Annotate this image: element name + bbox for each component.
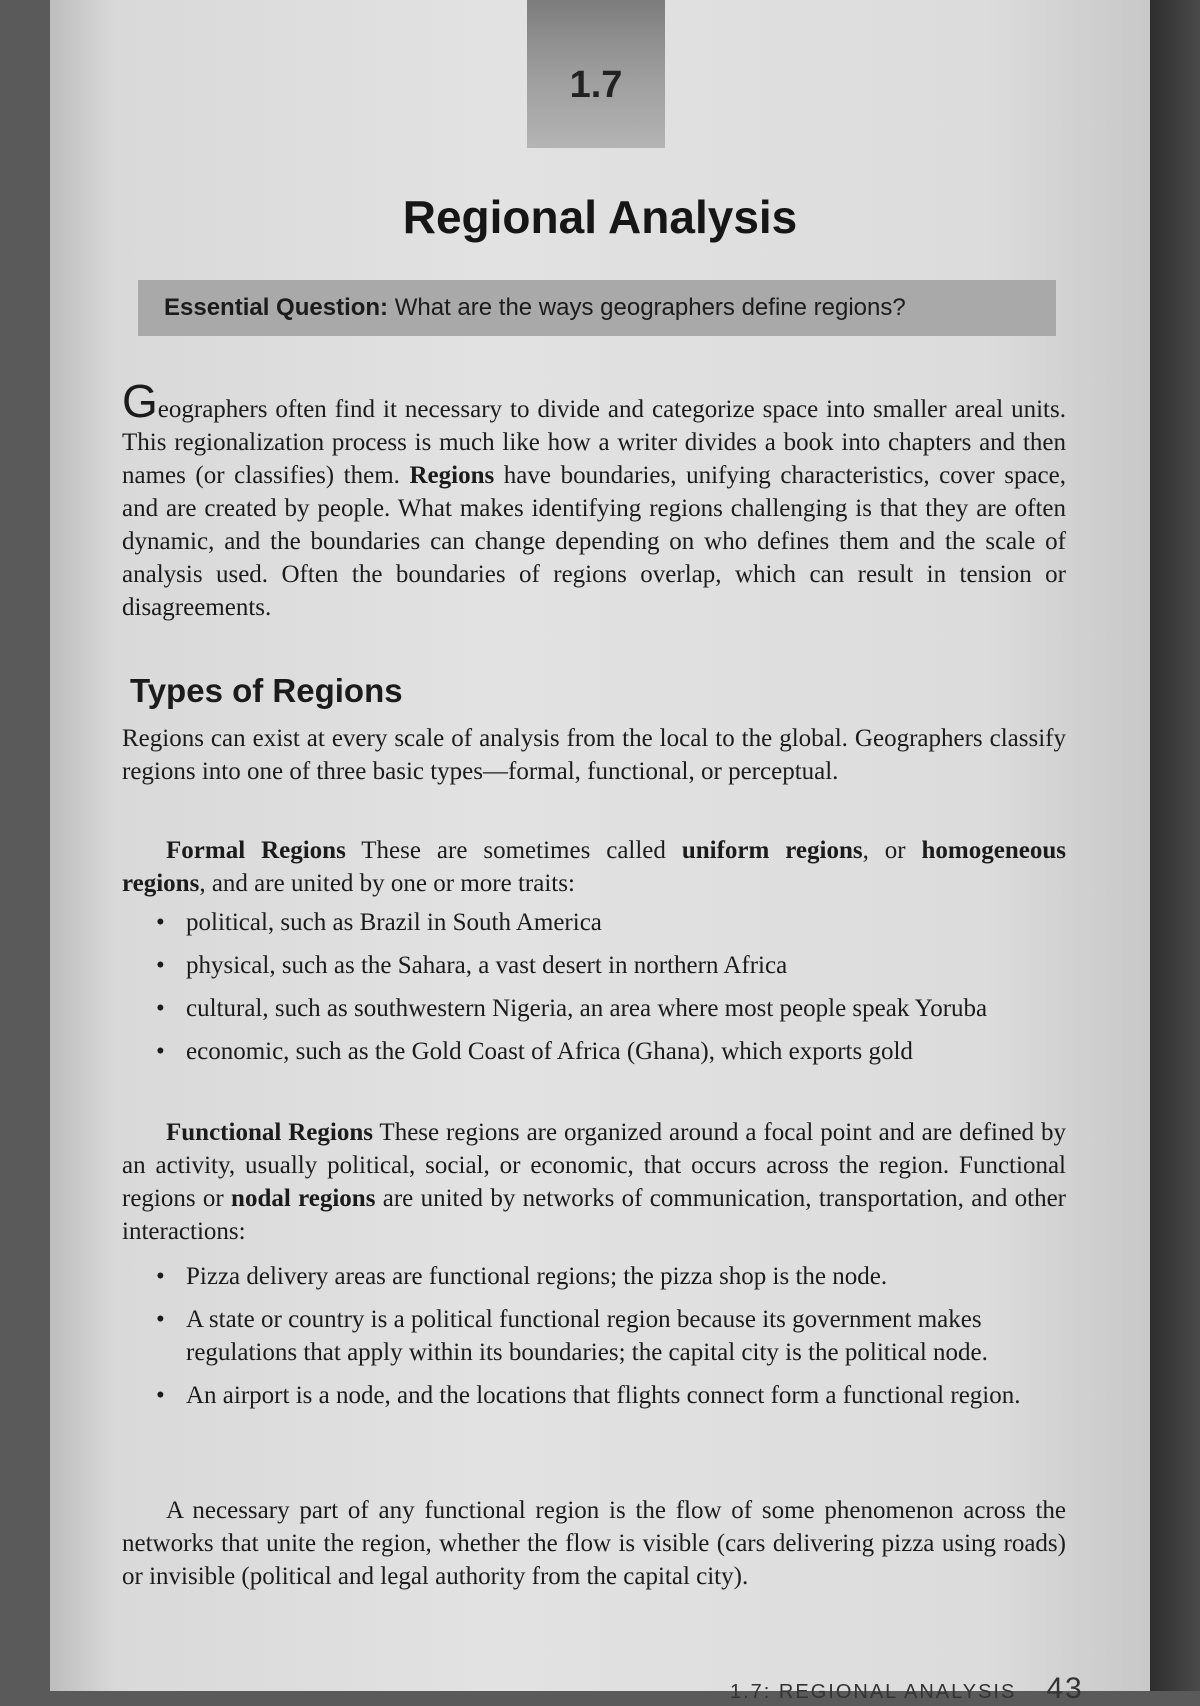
essential-question-label: Essential Question: <box>164 294 389 321</box>
intro-text-b: have boundaries, unifying characteristics, cover space, and are created by people. What makes identifying regions challenging is that they are often dynamic, and the boundaries can change depending on who defines them and the scale of analysis used. Often the boundaries of regions overlap, which can result in tension or disagreements. <box>122 462 1067 621</box>
list-item: • economic, such as the Gold Coast of Africa (Ghana), which exports gold <box>150 1035 1066 1068</box>
list-item: • A state or country is a political functional region because its government makes regulations that apply within its boundaries; the capital city is the political node. <box>150 1303 1066 1369</box>
page-title: Regional Analysis <box>402 191 798 243</box>
functional-regions-paragraph <box>122 1116 1066 1248</box>
functional-regions-lead: Functional Regions <box>166 1119 373 1146</box>
formal-text-b: , or <box>862 837 922 864</box>
formal-regions-paragraph <box>122 834 1066 900</box>
essential-question-bar <box>138 280 1056 336</box>
essential-question-text: What are the ways geographers define regions? <box>394 294 906 321</box>
list-item: • physical, such as the Sahara, a vast desert in northern Africa <box>150 949 1066 982</box>
term-uniform-regions: uniform regions <box>681 837 863 864</box>
intro-paragraph <box>122 375 1067 624</box>
textbook-page <box>50 0 1150 1705</box>
formal-text-a: These are sometimes called <box>345 837 682 864</box>
term-regions: Regions <box>409 462 495 489</box>
page-footer <box>730 1672 1084 1706</box>
page-number: 43 <box>1046 1672 1084 1705</box>
functional-text-b: are united by networks of communication, transportation, and other interactions: <box>122 1185 1067 1245</box>
types-heading: Types of Regions <box>130 672 403 709</box>
footer-label: 1.7: REGIONAL ANALYSIS <box>730 1681 1017 1703</box>
term-nodal-regions: nodal regions <box>231 1185 376 1212</box>
list-item: • political, such as Brazil in South America <box>150 906 1066 939</box>
functional-text-a: These regions are organized around a focal point and are defined by an activity, usually political, social, or economic, that occurs across the region. Functional regions or <box>122 1119 1066 1212</box>
drop-cap: G <box>122 375 158 427</box>
list-item: • cultural, such as southwestern Nigeria, an area where most people speak Yoruba <box>150 992 1066 1025</box>
functional-regions-list <box>150 1260 1066 1422</box>
term-homogeneous-regions: homogeneous regions <box>122 837 1066 897</box>
types-intro-paragraph: Regions can exist at every scale of analysis from the local to the global. Geographers classify regions into one of three basic types—formal, functional, or perceptual. <box>122 725 1066 785</box>
formal-regions-lead: Formal Regions <box>166 837 346 864</box>
section-number: 1.7 <box>569 64 623 106</box>
binding-shadow <box>1150 0 1200 1691</box>
list-item: • An airport is a node, and the locations that flights connect form a functional region. <box>150 1379 1066 1412</box>
formal-regions-list <box>150 906 1066 1078</box>
intro-text-a: eographers often find it necessary to divide and categorize space into smaller areal units. This regionalization process is much like how a writer divides a book into chapters and then names (or classifies) them. <box>122 396 1066 489</box>
formal-text-c: , and are united by one or more traits: <box>199 870 575 897</box>
closing-paragraph: A necessary part of any functional region is the flow of some phenomenon across the networks that unite the region, whether the flow is visible (cars delivering pizza using roads) or invisible (political and legal authority from the capital city). <box>122 1497 1066 1590</box>
list-item: • Pizza delivery areas are functional regions; the pizza shop is the node. <box>150 1260 1066 1293</box>
